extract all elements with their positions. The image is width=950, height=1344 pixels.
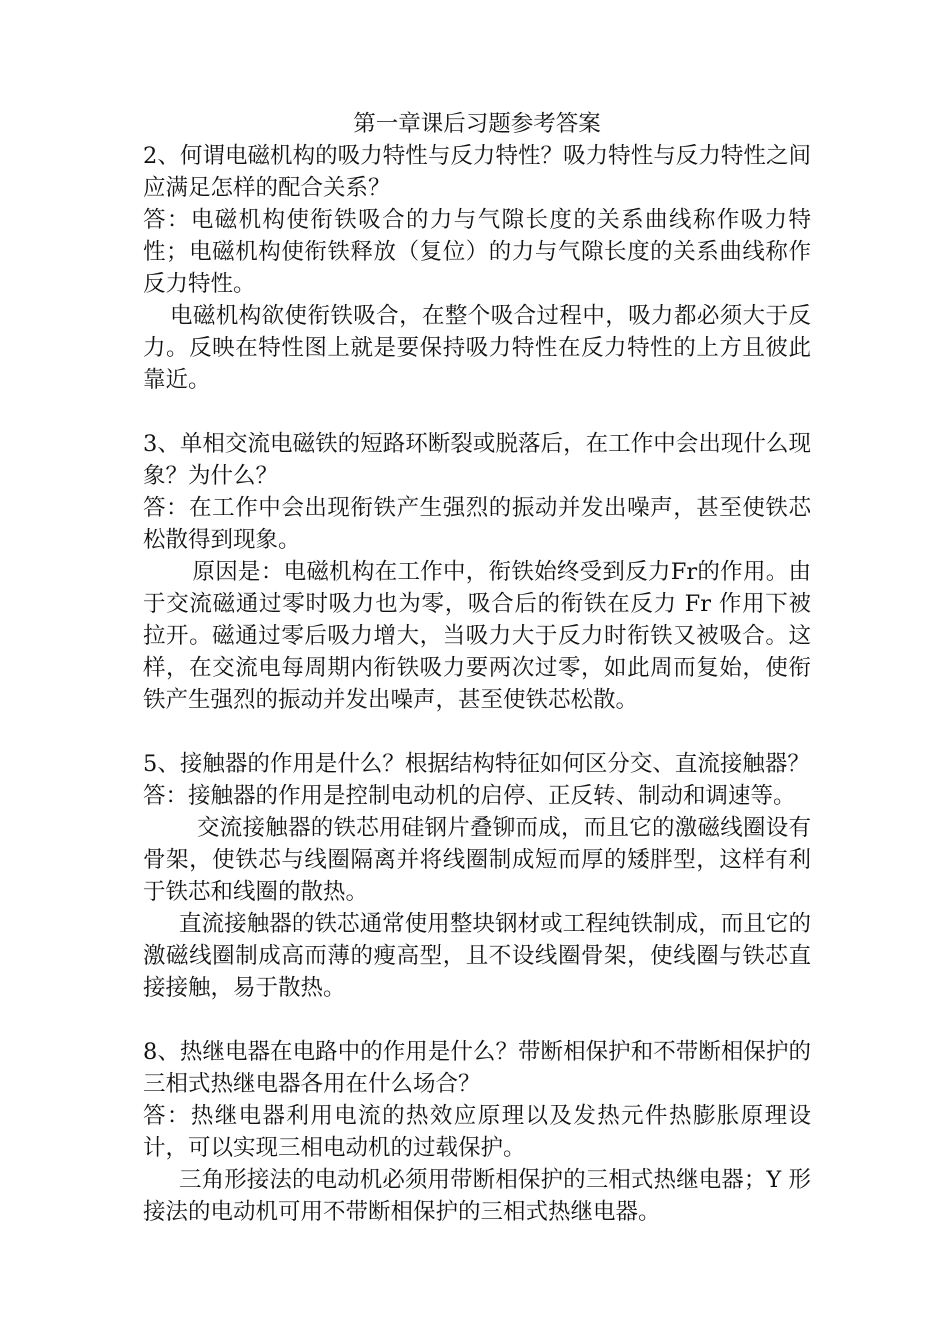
answer-8: 答：热继电器利用电流的热效应原理以及发热元件热膨胀原理设计，可以实现三相电动机的过载保护。 [143,1103,811,1161]
answer-8-paragraph-1: 三角形接法的电动机必须用带断相保护的三相式热继电器；Y 形接法的电动机可用不带断相保护的三相式热继电器。 [143,1167,811,1225]
section-gap [143,396,811,428]
answer-2: 答：电磁机构使衔铁吸合的力与气隙长度的关系曲线称作吸力特性；电磁机构使衔铁释放（复位）的力与气隙长度的关系曲线称作反力特性。 [143,207,811,297]
question-3: 3、单相交流电磁铁的短路环断裂或脱落后，在工作中会出现什么现象？为什么？ [143,431,811,489]
answer-5-paragraph-1: 交流接触器的铁芯用硅钢片叠铆而成，而且它的激磁线圈设有骨架，使铁芯与线圈隔离并将线圈制成短而厚的矮胖型，这样有利于铁芯和线圈的散热。 [143,815,811,905]
question-3-section [143,428,811,716]
question-8: 8、热继电器在电路中的作用是什么？带断相保护和不带断相保护的三相式热继电器各用在什么场合？ [143,1039,811,1097]
answer-5: 答：接触器的作用是控制电动机的启停、正反转、制动和调速等。 [143,783,796,809]
document-page [143,108,811,1228]
question-5-section [143,748,811,1004]
answer-2-paragraph-1: 电磁机构欲使衔铁吸合，在整个吸合过程中，吸力都必须大于反力。反映在特性图上就是要保持吸力特性在反力特性的上方且彼此靠近。 [143,303,811,393]
page-title: 第一章课后习题参考答案 [353,111,601,137]
question-5: 5、接触器的作用是什么？根据结构特征如何区分交、直流接触器？ [143,751,810,777]
question-2-section [143,140,811,396]
question-2: 2、何谓电磁机构的吸力特性与反力特性？吸力特性与反力特性之间应满足怎样的配合关系？ [143,143,811,201]
answer-3: 答：在工作中会出现衔铁产生强烈的振动并发出噪声，甚至使铁芯松散得到现象。 [143,495,811,553]
section-gap [143,1004,811,1036]
answer-5-paragraph-2: 直流接触器的铁芯通常使用整块钢材或工程纯铁制成，而且它的激磁线圈制成高而薄的瘦高型，且不设线圈骨架，使线圈与铁芯直接接触，易于散热。 [143,911,811,1001]
question-8-section [143,1036,811,1228]
answer-3-paragraph-1: 原因是：电磁机构在工作中，衔铁始终受到反力Fr的作用。由于交流磁通过零时吸力也为零，吸合后的衔铁在反力 Fr 作用下被拉开。磁通过零后吸力增大，当吸力大于反力时衔铁又被吸合。这样，在交流电每周期内衔铁吸力要两次过零，如此周而复始，使衔铁产生强烈的振动并发出噪声，甚至使铁芯松散。 [143,559,811,713]
section-gap [143,716,811,748]
